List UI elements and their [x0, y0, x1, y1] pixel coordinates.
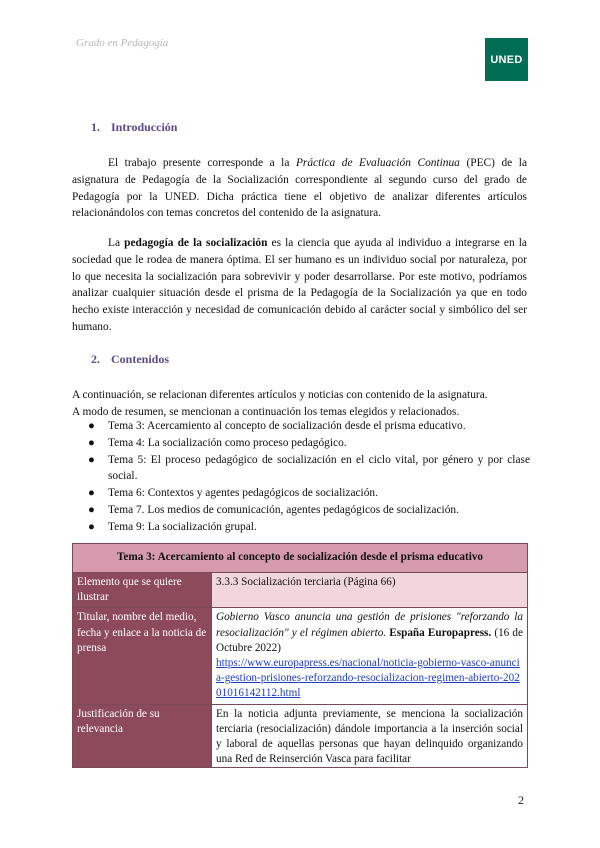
- logo-text: UNED: [490, 53, 523, 66]
- bullet-icon: ●: [88, 503, 95, 516]
- intro-paragraph-2: [72, 235, 527, 336]
- list-item: ● Tema 3: Acercamiento al concepto de socialización desde el prisma educativo.: [86, 418, 530, 435]
- table-row: [73, 573, 528, 608]
- intro-p2-text-a: La: [108, 237, 125, 249]
- section-heading-introduccion: [91, 120, 177, 135]
- list-item: ● Tema 5: El proceso pedagógico de socialización en el ciclo vital, por género y por clase social.: [88, 453, 530, 483]
- table-title-row: [73, 544, 528, 573]
- intro-paragraph-1: [72, 155, 527, 222]
- intro-p1-italic: Práctica de Evaluación Continua: [295, 157, 460, 169]
- row-label: Titular, nombre del medio, fecha y enlace a la noticia de prensa: [73, 608, 212, 704]
- article-headline: Gobierno Vasco anuncia una gestión de prisiones "reforzando la resocialización" y el régimen abierto.: [216, 611, 523, 639]
- section-title: Contenidos: [111, 352, 170, 366]
- bullet-icon: ●: [88, 436, 95, 449]
- relevance-text: En la noticia adjunta previamente, se menciona la socialización terciaria (resocialización) dándole importancia a la inserción social y laboral de aquellas personas que hayan delinquido organizando una Red de Reinserción Vasca para facilitar: [216, 707, 523, 765]
- bullet-icon: ●: [88, 520, 95, 533]
- uned-logo: [485, 38, 528, 81]
- table-row: [73, 704, 528, 767]
- article-source: España Europapress.: [389, 626, 492, 639]
- contents-intro-line-1: A continuación, se relacionan diferentes artículos y noticias con contenido de la asignatura.: [72, 389, 488, 401]
- row-value: [212, 608, 528, 704]
- intro-p2-bold: pedagogía de la socialización: [124, 237, 268, 249]
- row-label: Justificación de su relevancia: [73, 704, 212, 767]
- intro-p1-text-b: (PEC) de la asignatura de Pedagogía de la Socialización correspondiente al segundo curso del grado de Pedagogía por la UNED. Dicha práctica tiene el objetivo de analizar diferentes artículos relacionándolos con temas concretos del contenido de la asignatura.: [72, 157, 527, 220]
- table-title: Tema 3: Acercamiento al concepto de socialización desde el prisma educativo: [73, 544, 528, 573]
- row-value: [212, 704, 528, 767]
- row-value: 3.3.3 Socialización terciaria (Página 66): [212, 573, 528, 608]
- page-number: 2: [518, 793, 524, 807]
- table-row: [73, 608, 528, 704]
- row-label: Elemento que se quiere ilustrar: [73, 573, 212, 608]
- list-item: ● Tema 7. Los medios de comunicación, agentes pedagógicos de socialización.: [86, 502, 530, 519]
- bullet-icon: ●: [88, 453, 95, 466]
- article-date: (16 de Octubre 2022): [216, 626, 523, 654]
- list-item: ● Tema 9: La socialización grupal.: [86, 519, 530, 536]
- article-analysis-table: [72, 543, 528, 768]
- bullet-icon: ●: [88, 420, 95, 432]
- list-item: ● Tema 4: La socialización como proceso pedagógico.: [86, 435, 530, 452]
- list-item: ● Tema 6: Contextos y agentes pedagógicos de socialización.: [86, 485, 530, 502]
- contents-intro-line-2: A modo de resumen, se mencionan a continuación los temas elegidos y relacionados.: [72, 406, 460, 418]
- bullet-icon: ●: [88, 487, 95, 500]
- header-text: Grado en Pedagogía: [76, 37, 169, 49]
- intro-p1-text-a: El trabajo presente corresponde a la: [108, 157, 296, 169]
- section-number: 2.: [91, 352, 100, 366]
- section-number: 1.: [91, 120, 100, 134]
- section-heading-contenidos: [91, 352, 169, 367]
- article-link[interactable]: https://www.europapress.es/nacional/noticia-gobierno-vasco-anuncia-gestion-prisiones-reforzando-resocializacion-regimen-abierto-20201016142112.html: [216, 657, 520, 700]
- intro-p2-text-b: es la ciencia que ayuda al individuo a integrarse en la sociedad que le rodea de manera óptima. El ser humano es un individuo social por naturaleza, por lo que necesita la socialización para sobrevivir y poder desarrollarse. Por este motivo, podríamos analizar cualquier situación desde el prisma de la Pedagogía de la Socialización ya que en todo hecho existe interacción y necesidad de comunicación debido al carácter social y simbólico del ser humano.: [72, 237, 527, 333]
- section-title: Introducción: [111, 120, 178, 134]
- topics-list: [86, 418, 530, 536]
